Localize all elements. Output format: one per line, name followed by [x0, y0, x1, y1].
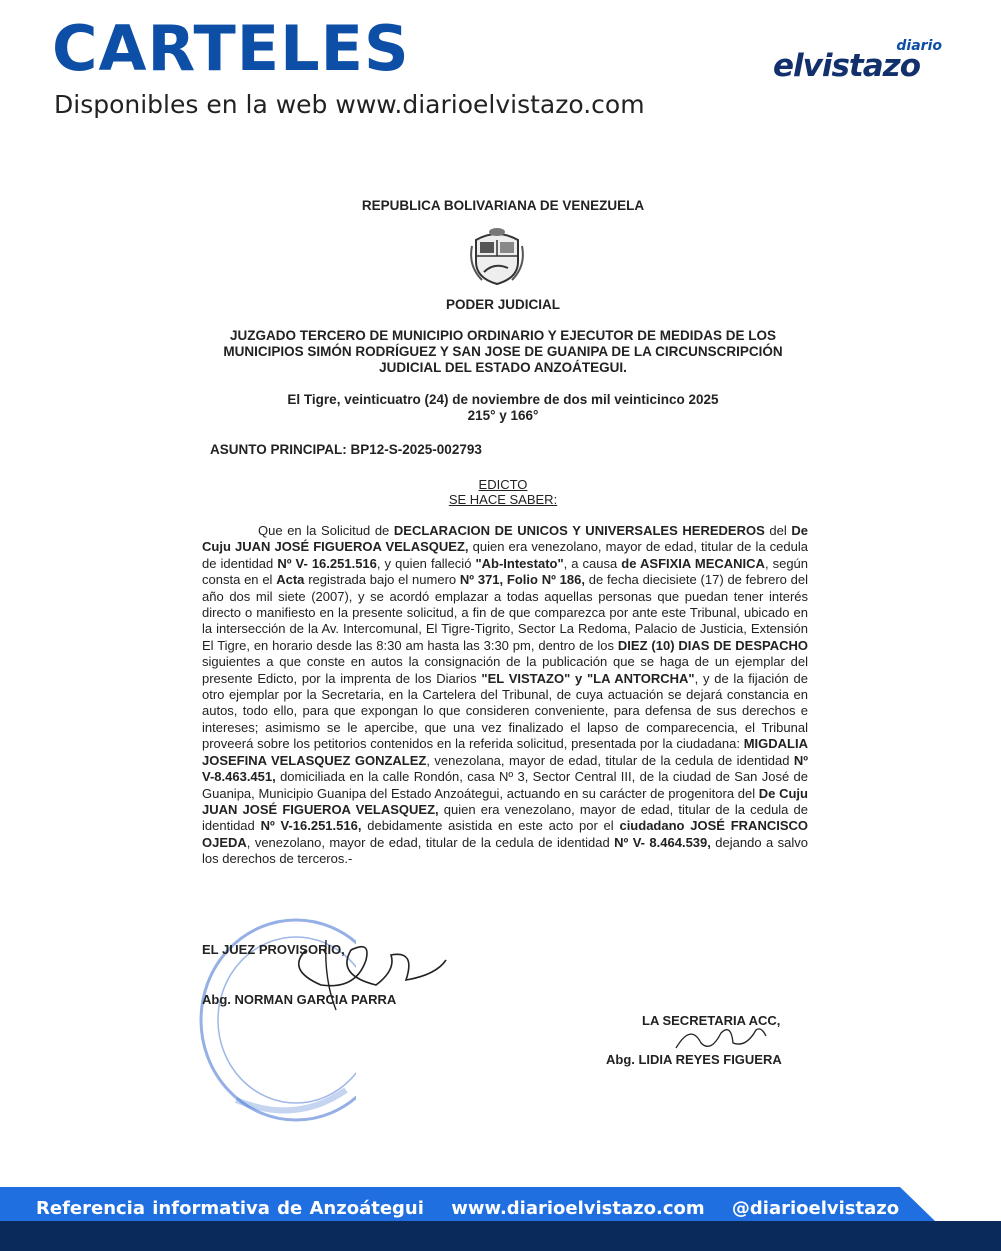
footer-social-handle[interactable]: @diarioelvistazo	[731, 1198, 900, 1219]
body-text: Que en la Solicitud de	[258, 523, 394, 538]
body-emphasis: Nº V-16.251.516,	[260, 818, 362, 834]
body-emphasis: MIGDALIA JOSEFINA VELASQUEZ GONZALEZ	[202, 736, 808, 768]
body-text: quien era venezolano, mayor de edad, titular de la cedula de identidad	[202, 801, 808, 834]
body-text: , venezolana, mayor de edad, titular de la cedula de identidad	[426, 752, 794, 768]
case-number: ASUNTO PRINCIPAL: BP12-S-2025-002793	[210, 442, 482, 457]
body-text: debidamente asistida en este acto por el	[361, 818, 620, 834]
date-line: El Tigre, veinticuatro (24) de noviembre de dos mil veinticinco 2025	[287, 392, 719, 407]
secretary-title: LA SECRETARIA ACC,	[642, 1013, 781, 1028]
body-emphasis: De Cuju JUAN JOSÉ FIGUEROA VELASQUEZ,	[202, 785, 808, 817]
body-text: dejando a salvo los derechos de terceros.-	[202, 834, 809, 867]
body-text: del	[764, 523, 792, 538]
court-line-1: JUZGADO TERCERO DE MUNICIPIO ORDINARIO Y EJECUTOR DE MEDIDAS DE LOS	[229, 328, 777, 343]
footer-bar	[0, 1187, 1001, 1251]
body-emphasis: de ASFIXIA MECANICA	[621, 555, 765, 571]
body-emphasis: Nº 371, Folio Nº 186,	[459, 572, 585, 588]
years-line: 215° y 166°	[467, 408, 539, 423]
judge-title: EL JUEZ PROVISORIO,	[202, 942, 345, 957]
body-emphasis: ciudadano JOSÉ FRANCISCO OJEDA	[202, 818, 808, 850]
document-branch: PODER JUDICIAL	[445, 297, 560, 312]
body-emphasis: "Ab-Intestato"	[475, 555, 564, 571]
edict-heading	[196, 477, 810, 507]
logo-name: elvistazo	[773, 48, 921, 84]
page-title: CARTELES	[52, 12, 410, 85]
document-date	[196, 392, 810, 424]
edict-title: EDICTO	[478, 477, 528, 492]
body-text: , a causa	[563, 555, 622, 571]
secretary-name: Abg. LIDIA REYES FIGUERA	[606, 1052, 782, 1067]
elvistazo-logo[interactable]	[773, 38, 948, 86]
body-text: de fecha diecisiete (17) de febrero del año dos mil siete (2007), y se acordó emplazar a todas aquellas personas que puedan tener interés directo o manifiesto en la presente solicitud, a fin de que comparezca por ante este Tribunal, ubicado en la intersección de la Av. Intercomunal, El Tigre-Tigrito, Sector La Redoma, Palacio de Justicia, Extensión El Tigre, en horario desde las 8:30 am hasta las 3:30 pm, dentro de los	[202, 572, 809, 653]
body-emphasis: DIEZ (10) DIAS DE DESPACHO	[617, 637, 808, 653]
footer-website-link[interactable]: www.diarioelvistazo.com	[451, 1198, 705, 1219]
edict-body	[202, 523, 808, 868]
body-text: siguientes a que conste en autos la consignación de la publicación que se haga de un ejemplar del presente Edicto, por la imprenta de los Diarios	[202, 654, 808, 686]
body-text: , venezolano, mayor de edad, titular de la cedula de identidad	[246, 834, 615, 850]
body-emphasis: "EL VISTAZO" y "LA ANTORCHA"	[481, 670, 695, 686]
body-text: registrada bajo el numero	[304, 572, 460, 588]
body-emphasis: Nº V- 8.464.539,	[614, 834, 711, 850]
body-text: domiciliada en la calle Rondón, casa Nº 3, Sector Central III, de la ciudad de San José de Guanipa, Municipio Guanipa del Estado Anzoátegui, actuando en su carácter de progenitora del	[202, 769, 808, 801]
body-text: , y de la fijación de otro ejemplar por la Secretaria, en la Cartelera del Tribunal, de cuya actuación se dejará constancia en autos, todo ello, para que expongan lo que consideren conveniente, para defensa de sus derechos e intereses; asimismo se le apercibe, que una vez finalizado el lapso de comparecencia, el Tribunal proveerá sobre los petitorios contenidos en la referida solicitud, presentada por la ciudadana:	[202, 670, 808, 752]
coat-of-arms-icon	[468, 226, 526, 288]
body-text: quien era venezolano, mayor de edad, titular de la cedula de identidad	[202, 539, 808, 571]
body-emphasis: Nº V-8.463.451,	[202, 752, 809, 785]
court-name	[196, 328, 810, 376]
body-text: , y quien falleció	[376, 555, 476, 571]
document-country: REPUBLICA BOLIVARIANA DE VENEZUELA	[361, 198, 645, 213]
court-line-2: MUNICIPIOS SIMÓN RODRÍGUEZ Y SAN JOSE DE GUANIPA DE LA CIRCUNSCRIPCIÓN	[223, 344, 783, 359]
logo-diario: diario	[896, 38, 942, 54]
page-subtitle: Disponibles en la web www.diarioelvistazo.com	[54, 90, 645, 119]
body-emphasis: De Cuju JUAN JOSÉ FIGUEROA VELASQUEZ,	[202, 523, 808, 555]
footer-text	[36, 1198, 919, 1219]
edict-subtitle: SE HACE SABER:	[448, 492, 558, 507]
body-emphasis: Acta	[276, 572, 305, 588]
judge-name: Abg. NORMAN GARCIA PARRA	[202, 992, 397, 1007]
body-emphasis: Nº V- 16.251.516	[277, 555, 377, 571]
body-emphasis: DECLARACION DE UNICOS Y UNIVERSALES HEREDEROS	[393, 523, 765, 538]
footer-tagline: Referencia informativa de Anzoátegui	[36, 1198, 424, 1219]
body-text: , según consta en el	[202, 555, 809, 588]
court-line-3: JUDICIAL DEL ESTADO ANZOÁTEGUI.	[379, 360, 627, 375]
